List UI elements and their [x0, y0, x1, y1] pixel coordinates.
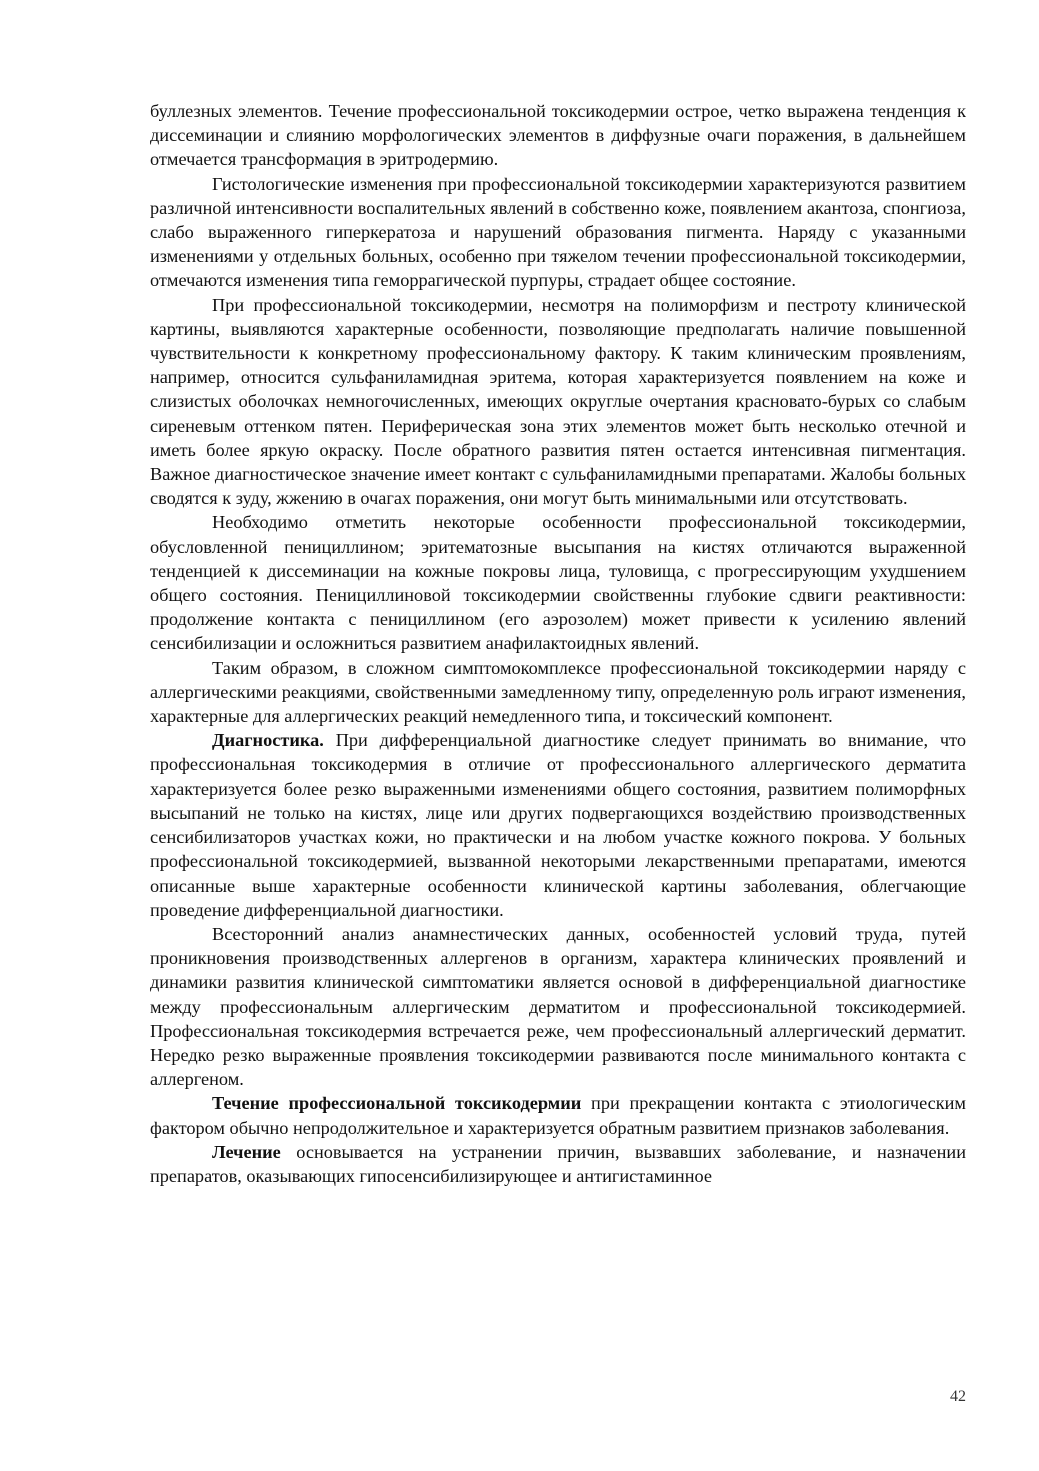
paragraph-text: при прекращении контакта с этиологическим фактором обычно непродолжительное и характеризуется обратным развитием признаков заболевания. — [150, 1093, 966, 1138]
paragraph-summary — [150, 656, 966, 729]
paragraph-course — [150, 1091, 966, 1139]
paragraph-histology — [150, 172, 966, 293]
paragraph-text: основывается на устранении причин, вызвавших заболевание, и назначении препаратов, оказывающих гипосенсибилизирующее и антигистаминное — [150, 1141, 966, 1186]
paragraph-continuation — [150, 99, 966, 172]
paragraph-text: Таким образом, в сложном симптомокомплексе профессиональной токсикодермии наряду с аллергическими реакциями, свойственными замедленному типу, определенную роль играют изменения, характерные для аллергических реакций немедленного типа, и токсический компонент. — [150, 657, 966, 727]
paragraph-text: При профессиональной токсикодермии, несмотря на полиморфизм и пестроту клинической картины, выявляются характерные особенности, позволяющие предполагать наличие повышенной чувствительности к конкретному профессиональному фактору. К таким клиническим проявлениям, например, относится сульфаниламидная эритема, которая характеризуется появлением на коже и слизистых оболочках немногочисленных, имеющих округлые очертания красновато-бурых со слабым сиреневым оттенком пятен. Периферическая зона этих элементов может быть несколько отечной и иметь более яркую окраску. После обратного развития пятен остается интенсивная пигментация. Важное диагностическое значение имеет контакт с сульфаниламидными препаратами. Жалобы больных сводятся к зуду, жжению в очагах поражения, они могут быть минимальными или отсутствовать. — [150, 294, 966, 509]
paragraph-penicillin — [150, 510, 966, 655]
paragraph-clinical-features — [150, 293, 966, 511]
section-heading-treatment: Лечение — [212, 1141, 281, 1162]
paragraph-text: буллезных элементов. Течение профессиональной токсикодермии острое, четко выражена тенденция к диссеминации и слиянию морфологических элементов в диффузные очаги поражения, в дальнейшем отмечается трансформация в эритродермию. — [150, 101, 966, 170]
paragraph-text: Гистологические изменения при профессиональной токсикодермии характеризуются развитием различной интенсивности воспалительных явлений в собственно коже, появлением акантоза, спонгиоза, слабо выраженного гиперкератоза и нарушений образования пигмента. Наряду с указанными изменениями у отдельных больных, особенно при тяжелом течении профессиональной токсикодермии, отмечаются изменения типа геморрагической пурпуры, страдает общее состояние. — [150, 173, 966, 291]
paragraph-analysis — [150, 922, 966, 1091]
page-number: 42 — [950, 1388, 966, 1405]
paragraph-text: Всесторонний анализ анамнестических данных, особенностей условий труда, путей проникновения производственных аллергенов в организм, характера клинических проявлений и динамики развития клинической симптоматики является основой в дифференциальной диагностике между профессиональным аллергическим дерматитом и профессиональной токсикодермией. Профессиональная токсикодермия встречается реже, чем профессиональный аллергический дерматит. Нередко резко выраженные проявления токсикодермии развиваются после минимального контакта с аллергеном. — [150, 923, 966, 1090]
paragraph-diagnostics — [150, 728, 966, 922]
section-heading-course: Течение профессиональной токсикодермии — [212, 1093, 582, 1114]
paragraph-text: Необходимо отметить некоторые особенности профессиональной токсикодермии, обусловленной пенициллином; эритематозные высыпания на кистях отличаются выраженной тенденцией к диссеминации на кожные покровы лица, туловища, с прогрессирующим ухудшением общего состояния. Пенициллиновой токсикодермии свойственны глубокие сдвиги реактивности: продолжение контакта с пенициллином (его аэрозолем) может привести к усилению явлений сенсибилизации и осложниться развитием анафилактоидных явлений. — [150, 512, 966, 654]
paragraph-treatment — [150, 1140, 966, 1188]
section-heading-diagnostics: Диагностика. — [212, 730, 324, 751]
paragraph-text: При дифференциальной диагностике следует принимать во внимание, что профессиональная токсикодермия в отличие от профессионального аллергического дерматита характеризуется более резко выраженными изменениями общего состояния, развитием полиморфных высыпаний не только на кистях, лице или других подвергающихся воздействию производственных сенсибилизаторов участках кожи, но практически и на любом участке кожного покрова. У больных профессиональной токсикодермией, вызванной некоторыми лекарственными препаратами, имеются описанные выше характерные особенности клинической картины заболевания, облегчающие проведение дифференциальной диагностики. — [150, 730, 966, 920]
document-body — [150, 99, 966, 1188]
